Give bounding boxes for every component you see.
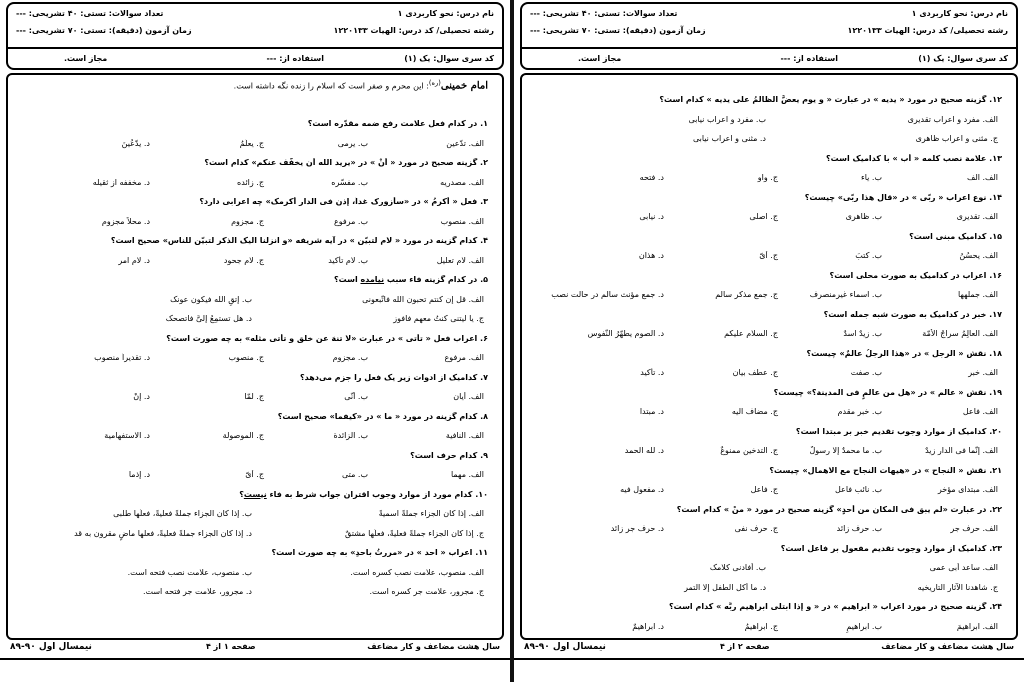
answer-option: ج. السلام علیکم: [724, 329, 778, 338]
answer-option: ج. یعلَمُ: [239, 138, 264, 148]
question-text: ۲. گزینه صحیح در مورد « أنْ » در «یرید الله أن یخفّف عنکم» کدام است؟: [204, 158, 488, 167]
answer-option: ب. زیدٌ اسدٌ: [843, 329, 882, 338]
question-text: ۸. کدام گزینه در مورد « ما » در «کیفما» صحیح است؟: [277, 411, 488, 421]
questions-box: [6, 73, 504, 640]
answer-options: [20, 470, 488, 482]
answer-options: [534, 407, 1002, 419]
answer-option: د. مثنی و اعراب نیابی: [692, 134, 766, 143]
answer-options: [534, 485, 1002, 497]
answer-option: الف. مصدریه: [440, 177, 484, 187]
emphasis-word: نیست: [243, 489, 267, 499]
answer-option: ج. مجرور، علامت جر کسره است.: [369, 587, 484, 596]
answer-option: ب. لام تأکید: [328, 255, 368, 265]
question-text: ۱۷. خبر در کدامیک به صورت شبه جمله است؟: [823, 309, 1002, 319]
answer-option: د. لله الحمد: [624, 446, 664, 455]
answer-option: ب. إذا کان الجزاء جملةً فعلیةً، فعلُها طلبی: [113, 509, 252, 518]
answer-options: [534, 212, 1002, 224]
answer-option: الف. فاعل: [962, 407, 998, 416]
answer-options: [20, 295, 488, 307]
page-footer: [520, 642, 1018, 656]
answer-option: الف. لام تعلیل: [436, 255, 484, 265]
answer-option: ب. حرف زائد: [836, 524, 882, 533]
usage-label: استفاده از: ---: [780, 54, 838, 63]
answer-option: د. حرف جر زائد: [610, 524, 664, 533]
answer-option: الف. النافیة: [445, 431, 484, 440]
answer-options: [534, 622, 1002, 634]
answer-option: ب. الزائدة: [333, 431, 368, 440]
answer-option: الف. خبر: [968, 368, 998, 377]
answer-option: الف. مفرد و اعراب تقدیری: [907, 114, 998, 124]
answer-options: [20, 139, 488, 151]
course-name: نام درس: نحو کاربردی ۱: [911, 9, 1008, 18]
question-text: ۲۰. کدامیک از موارد وجوب تقدیم خبر بر مبتدا است؟: [795, 426, 1002, 436]
answer-option: ب. إتقِ الله فیکون عونک: [170, 294, 252, 304]
footer-rule: [514, 658, 1024, 660]
question-text: ۲۴. گزینه صحیح در مورد اعراب « ابراهیم » در « و إذا ابتلی ابراهیم ربُّه » کدام است؟: [668, 602, 1002, 611]
question-text: ۹. کدام حرف است؟: [410, 450, 488, 460]
answer-options: [20, 178, 488, 190]
answer-option: د. مبتدا: [639, 407, 664, 416]
answer-options: [20, 431, 488, 443]
answer-option: الف. أیان: [453, 392, 484, 401]
answer-option: ج. مجزوم: [231, 216, 264, 226]
question-count: تعداد سوالات: تستی: ۴۰ تشریحی: ---: [16, 9, 164, 18]
answer-option: ج. حرف نفی: [734, 524, 778, 533]
answer-option: الف. ساعد أبی عمی: [929, 563, 998, 572]
answer-option: د. هل تستمِعُ إلیَّ فاتصحک: [165, 314, 252, 323]
answer-option: الف. جملهها: [957, 290, 998, 299]
answer-option: د. إنْ: [133, 392, 150, 401]
answer-option: د. ابراهیمٌ: [632, 621, 664, 631]
answer-option: ج. شاهدنا الآثار التاریخیه: [917, 582, 998, 592]
answer-option: ب. یرمی: [337, 138, 368, 148]
header-divider: [8, 47, 502, 49]
series-code: کد سری سوال: یک (۱): [918, 54, 1008, 63]
answer-option: د. یدّعُینَ: [121, 138, 150, 148]
answer-option: الف. الف: [967, 173, 998, 182]
answer-option: ج. التدخین ممنوعٌ: [720, 446, 778, 455]
exam-time: زمان آزمون (دقیقه): تستی: ۷۰ تشریحی: ---: [530, 26, 706, 35]
question-text: ۴. کدام گزینه در مورد « لام لتبیّن » در آیه شریفه «و انزلنا الیک الذکر لتبیّن للناس» صحیح است؟: [110, 236, 488, 245]
usage-label: استفاده از: ---: [266, 54, 324, 63]
answer-option: ج. لمّا: [244, 392, 264, 401]
answer-option: ج. مضاف الیه: [731, 407, 778, 416]
answer-options: [534, 134, 1002, 146]
answer-option: الف. منصوب: [440, 216, 484, 226]
answer-option: د. إذا کان الجزاء جملةً فعلیةً، فعلها ماضٍ مقرون به قد: [74, 528, 252, 538]
answer-option: د. نیابی: [639, 212, 664, 221]
answer-option: ب. نائب فاعل: [835, 485, 882, 494]
course-name: نام درس: نحو کاربردی ۱: [397, 9, 494, 18]
question-count: تعداد سوالات: تستی: ۴۰ تشریحی: ---: [530, 9, 678, 18]
answer-options: [20, 314, 488, 326]
answer-option: ب. خبر مقدم: [837, 407, 882, 416]
answer-option: ب. یاء: [860, 173, 882, 182]
answer-option: ب. مفرد و اعراب نیابی: [688, 114, 766, 124]
answer-option: د. مفعول فیه: [620, 485, 664, 494]
answer-options: [534, 115, 1002, 127]
questions-box: [520, 73, 1018, 640]
answer-option: ب. مجزوم: [332, 353, 368, 362]
answer-option: د. تأکید: [640, 368, 664, 377]
question-text: ۲۲. در عبارت «لم یبق فی المکان من أحدٍ» گزینه صحیح در مورد « منْ » کدام است؟: [676, 504, 1002, 514]
answer-options: [534, 524, 1002, 536]
major-code: رشته تحصیلی/ کد درس: الهیات ۱۲۲۰۱۳۳: [333, 26, 494, 35]
answer-option: د. فتحه: [639, 173, 664, 182]
page-footer: [6, 642, 504, 656]
answer-option: ج. منصوب: [228, 353, 264, 362]
exam-page-2: [514, 0, 1024, 682]
answer-option: الف. حرف جر: [950, 524, 998, 533]
answer-option: ب. مفسّره: [331, 177, 368, 187]
answer-option: ب. أنّی: [344, 392, 368, 401]
answer-option: ج. عطف بیان: [732, 368, 778, 377]
emphasis-word: نیامده: [360, 275, 385, 284]
answer-option: د. تقدیراً منصوب: [94, 353, 150, 362]
question-text: ۲۱. نقش « النجاح » در «هیهات النجاح مع الاهمال» چیست؟: [769, 465, 1002, 475]
question-text: ۱۱. اعراب « احد » در «مررتُ باحدِ» به چه صورت است؟: [271, 548, 488, 557]
question-text: ۱۳. علامة نصب کلمه « أب » با کدامیک است؟: [826, 153, 1002, 163]
footer-term: نیمسال اول ۹۰-۸۹: [524, 642, 606, 652]
answer-option: الف. مبتدای مؤخر: [937, 485, 998, 494]
answer-option: الف. العالِمُ سراجُ الأمّة: [922, 329, 998, 338]
answer-options: [534, 329, 1002, 341]
question-text: ۱۹. نقش « عالم » در «هل من عالمٍ فی المدینة؟» چیست؟: [773, 387, 1002, 397]
answer-options: [20, 509, 488, 521]
answer-options: [20, 587, 488, 599]
question-text: ۵. در کدام گزینه فاء سبب نیامده است؟: [333, 275, 488, 284]
answer-options: [20, 529, 488, 541]
answer-option: ب. منصوب، علامت نصب فتحه است.: [127, 567, 252, 577]
answer-option: الف. مهما: [450, 470, 484, 479]
answer-option: د. الصوم یطهّرُ النّفوس: [587, 329, 664, 338]
question-text: ۱۰. کدام مورد از موارد وجوب اقتران جواب شرط به فاء نیست؟: [239, 489, 488, 499]
question-text: ۳. فعل « أکرمُ » در «سأزورک غداً، إذن فی الدار أکرمک» چه اعرابی دارد؟: [199, 197, 488, 206]
answer-options: [20, 353, 488, 365]
answer-option: الف. منصوب، علامت نصب کسره است.: [350, 567, 484, 577]
answer-options: [20, 568, 488, 580]
answer-options: [20, 217, 488, 229]
answer-options: [534, 173, 1002, 185]
answer-option: الف. مرفوع: [444, 353, 484, 362]
answer-option: د. جمع مؤنث سالم در حالت نصب: [551, 290, 664, 299]
answer-option: د. ما أکل الطفل إلّا التمر: [684, 582, 766, 592]
quote: [234, 79, 488, 92]
answer-option: ج. فاعل: [750, 485, 778, 494]
footer-title: سال هشت مضاعف و کار مضاعف: [881, 642, 1014, 651]
answer-option: الف. تقدیری: [956, 212, 998, 221]
answer-option: ب. ظاهری: [845, 212, 882, 221]
answer-option: ج. اصلی: [749, 212, 778, 221]
answer-option: ج. الموصولة: [222, 431, 264, 440]
answer-option: ب. اسماء غیرمنصرف: [809, 290, 882, 299]
answer-options: [534, 583, 1002, 595]
footer-term: نیمسال اول ۹۰-۸۹: [10, 642, 92, 652]
answer-option: د. هذان: [638, 251, 664, 260]
footer-page-number: صفحه ۲ از ۴: [720, 642, 770, 651]
answer-option: ج. یا لیتنی کنتُ معهم فافوز: [393, 314, 484, 323]
answer-option: ب. متی: [342, 470, 368, 479]
answer-option: د. الاستفهامیة: [104, 431, 150, 440]
question-text: ۷. کدامیک از ادوات زیر یک فعل را جزم می‌دهد؟: [300, 372, 488, 382]
answer-option: ب. کتبَ: [855, 251, 882, 260]
question-text: ۱. در کدام فعل علامت رفع ضمه مقدّره است؟: [307, 119, 488, 128]
answer-options: [20, 392, 488, 404]
answer-options: [534, 251, 1002, 263]
answer-option: ج. ابراهیمُ: [744, 621, 778, 631]
answer-option: ج. واو: [757, 173, 778, 182]
answer-options: [534, 446, 1002, 458]
quote-text: : این محرم و صفر است که اسلام را زنده نگه داشته است.: [233, 81, 429, 91]
answer-option: د. محلاً مجزوم: [101, 216, 150, 226]
allowed-label: مجاز است.: [578, 54, 622, 63]
quote-author-sup: (ره): [428, 79, 441, 87]
answer-option: ج. أیّ: [245, 470, 264, 479]
footer-rule: [0, 658, 510, 660]
exam-header: [520, 2, 1018, 70]
question-text: ۲۳. کدامیک از موارد وجوب تقدیم مفعول بر فاعل است؟: [780, 543, 1002, 553]
question-text: ۱۴. نوع اعراب « ربّی » در «قال هذا ربّی» چیست؟: [804, 192, 1002, 202]
answer-option: ج. زائده: [237, 177, 264, 187]
question-text: ۱۵. کدامیک مبنی است؟: [909, 231, 1002, 241]
answer-option: ج. جمع مذکر سالم: [715, 290, 778, 299]
answer-option: د. إذما: [128, 470, 150, 479]
exam-time: زمان آزمون (دقیقه): تستی: ۷۰ تشریحی: ---: [16, 26, 192, 35]
allowed-label: مجاز است.: [64, 54, 108, 63]
question-text: ۱۸. نقش « الرجل » در «هذا الرجلُ عالمٌ» چیست؟: [806, 348, 1002, 358]
answer-option: ب. أفادنی کلامک: [709, 563, 766, 572]
answer-option: الف. إذا کان الجزاء جملةً اسمیةً: [378, 509, 484, 518]
answer-options: [534, 368, 1002, 380]
answer-option: ج. أیّ: [759, 251, 778, 260]
answer-option: الف. إنّما فی الدار زیدٌ: [925, 446, 998, 455]
answer-option: د. مجرور، علامت جر فتحه است.: [142, 587, 252, 596]
answer-option: ب. مرفوع: [333, 216, 368, 226]
answer-options: [534, 290, 1002, 302]
answer-option: ج. مثنی و اعراب ظاهری: [915, 134, 998, 143]
quote-author: امام خمینی: [440, 80, 488, 92]
question-text: ۶. اعراب فعل « تأتی » در عبارت «لا تنهَ عن خلق و تأتی مثله» به چه صورت است؟: [166, 333, 488, 343]
answer-option: الف. قل إن کنتم تحبون الله فاتّبعونی: [362, 294, 484, 304]
question-text: ۱۶. اعراب در کدامیک به صورت محلی است؟: [829, 270, 1002, 280]
footer-page-number: صفحه ۱ از ۴: [206, 642, 256, 651]
answer-option: الف. یحسُنُ: [959, 251, 998, 260]
answer-option: ب. ابراهیمِ: [846, 621, 882, 631]
answer-option: ج. إذا کان الجزاء جملةً فعلیةً، فعلُها مشتقٌ: [345, 528, 484, 538]
exam-header: [6, 2, 504, 70]
answer-option: الف. ابراهیمَ: [956, 621, 998, 631]
header-divider: [522, 47, 1016, 49]
question-text: ۱۲. گزینه صحیح در مورد « یدیه » در عبارت « و یوم یعضُّ الظالمُ علی یدیه » کدام است؟: [659, 95, 1002, 104]
answer-option: د. لام امر: [118, 255, 150, 265]
answer-option: ب. ما محمدٌ إلّا رسولٌ: [809, 446, 882, 455]
answer-option: ب. صفت: [850, 368, 882, 377]
answer-option: الف. تدّعین: [446, 138, 484, 148]
series-code: کد سری سوال: یک (۱): [404, 54, 494, 63]
major-code: رشته تحصیلی/ کد درس: الهیات ۱۲۲۰۱۳۳: [847, 26, 1008, 35]
answer-options: [20, 256, 488, 268]
answer-options: [534, 563, 1002, 575]
exam-page-1: [0, 0, 510, 682]
footer-title: سال هشت مضاعف و کار مضاعف: [367, 642, 500, 651]
answer-option: د. مخففه از ثقیله: [92, 177, 150, 187]
answer-option: ج. لام جحود: [223, 255, 264, 265]
